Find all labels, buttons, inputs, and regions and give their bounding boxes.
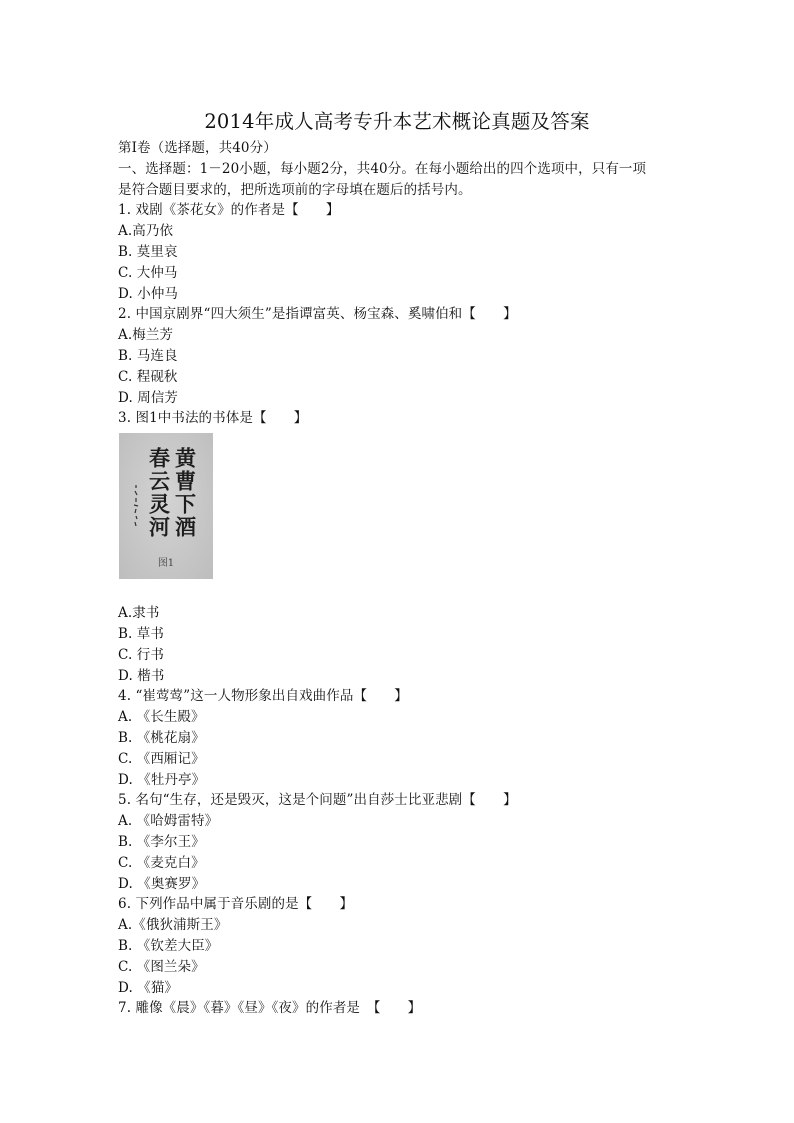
text-line: 一、选择题：1－20小题，每小题2分，共40分。在每小题给出的四个选项中，只有一项 bbox=[118, 160, 647, 177]
text-line: C. 程砚秋 bbox=[118, 368, 178, 385]
figure-caption: 图1 bbox=[157, 558, 175, 570]
text-line: D. 《奥赛罗》 bbox=[118, 875, 206, 892]
text-line: 1. 戏剧《茶花女》的作者是【 】 bbox=[118, 202, 340, 219]
text-line: A.《俄狄浦斯王》 bbox=[118, 917, 228, 934]
text-line: C. 《图兰朵》 bbox=[118, 958, 205, 975]
text-line: C. 《麦克白》 bbox=[118, 854, 205, 871]
text-line: B. 马连良 bbox=[118, 347, 178, 364]
text-line: D. 《牡丹亭》 bbox=[118, 771, 206, 788]
text-line: B. 《桃花扇》 bbox=[118, 729, 205, 746]
text-line: C. 《西厢记》 bbox=[118, 750, 205, 767]
document-body bbox=[118, 138, 678, 1019]
text-line: A.高乃依 bbox=[118, 223, 174, 240]
seal-inscription-marks bbox=[134, 485, 138, 526]
calligraphy-drawing bbox=[119, 433, 213, 579]
text-line: 3. 图1中书法的书体是【 】 bbox=[118, 410, 308, 427]
text-line: A.梅兰芳 bbox=[118, 327, 174, 344]
text-line: B. 莫里哀 bbox=[118, 243, 178, 260]
document-title: 2014年成人高考专升本艺术概论真题及答案 bbox=[204, 110, 590, 133]
calligraphy-column-left: 春云灵河 bbox=[146, 447, 172, 540]
text-line: A. 《哈姆雷特》 bbox=[118, 813, 219, 830]
text-line: 6. 下列作品中属于音乐剧的是【 】 bbox=[118, 896, 354, 913]
calligraphy-figure-image bbox=[119, 433, 213, 579]
text-line: B. 《李尔王》 bbox=[118, 833, 205, 850]
text-line: B. 《钦差大臣》 bbox=[118, 937, 219, 954]
text-line: C. 行书 bbox=[118, 646, 164, 663]
text-line: D. 周信芳 bbox=[118, 389, 179, 406]
text-line: 5. 名句“生存，还是毁灭，这是个问题”出自莎士比亚悲剧【 】 bbox=[118, 792, 517, 809]
text-line: 2. 中国京剧界“四大须生”是指谭富英、杨宝森、奚啸伯和【 】 bbox=[118, 306, 517, 323]
text-line: C. 大仲马 bbox=[118, 264, 178, 281]
text-line: A.隶书 bbox=[118, 605, 160, 622]
questions-part-2 bbox=[118, 603, 678, 1019]
questions-part-1 bbox=[118, 138, 678, 429]
figure-1-block bbox=[118, 429, 678, 603]
text-line: 是符合题目要求的，把所选项前的字母填在题后的括号内。 bbox=[118, 181, 472, 198]
text-line: D. 小仲马 bbox=[118, 285, 179, 302]
text-line: 第Ⅰ卷（选择题，共40分） bbox=[118, 140, 277, 156]
text-line: 4. “崔莺莺”这一人物形象出自戏曲作品【 】 bbox=[118, 688, 408, 705]
text-line: D. 楷书 bbox=[118, 667, 165, 684]
text-line: D. 《猫》 bbox=[118, 979, 179, 996]
text-line: A. 《长生殿》 bbox=[118, 709, 205, 726]
text-line: B. 草书 bbox=[118, 625, 165, 642]
calligraphy-column-right: 黄曹下酒 bbox=[172, 447, 198, 540]
text-line: 7. 雕像《晨》《暮》《昼》《夜》的作者是 【 】 bbox=[118, 1000, 422, 1017]
